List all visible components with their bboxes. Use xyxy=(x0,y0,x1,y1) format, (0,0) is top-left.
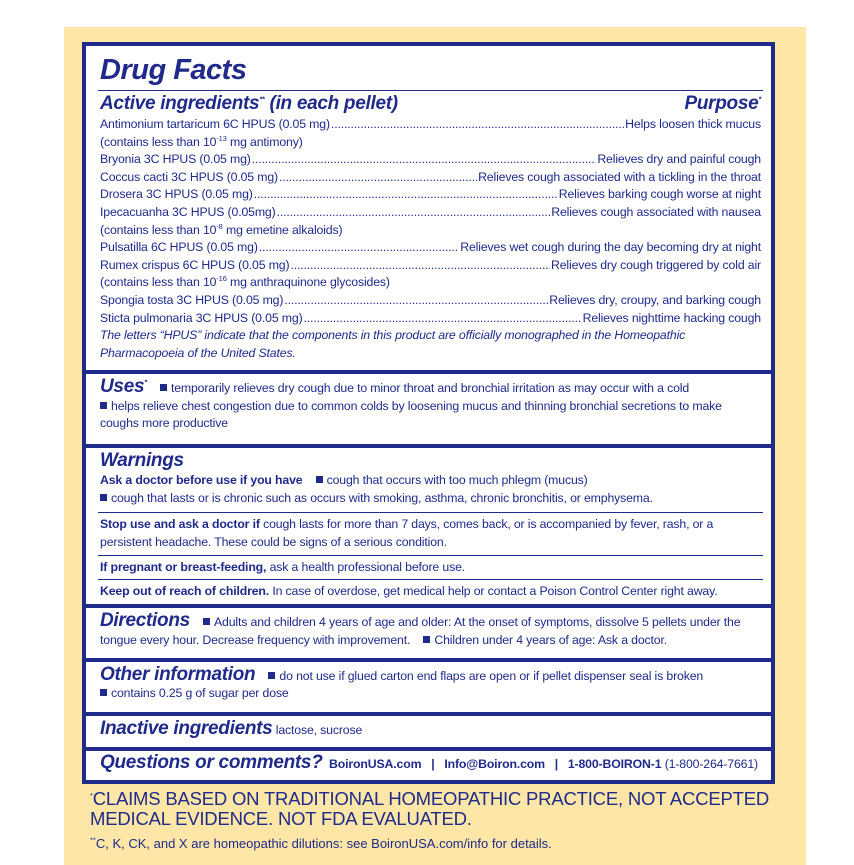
section-divider xyxy=(86,747,771,751)
other-info-item: contains 0.25 g of sugar per dose xyxy=(111,686,289,700)
questions-heading: Questions or comments? xyxy=(100,752,323,773)
ingredient-row: Coccus cacti 3C HPUS (0.05 mg) ..... Relieves cough associated with a tickling in the throat xyxy=(100,169,761,187)
active-ingredients-heading: Active ingredients** (in each pellet) xyxy=(100,93,398,114)
ingredient-row: Sticta pulmonaria 3C HPUS (0.05 mg) ..... Relieves nighttime hacking cough xyxy=(100,310,761,328)
divider xyxy=(98,90,763,91)
questions-section xyxy=(100,754,761,774)
drug-facts-title: Drug Facts xyxy=(100,54,247,86)
purpose-heading: Purpose* xyxy=(684,93,761,114)
uses-section xyxy=(100,378,761,433)
uses-heading: Uses* xyxy=(100,376,147,397)
ingredient-row: Pulsatilla 6C HPUS (0.05 mg) ..... Relieves wet cough during the day becoming dry at night xyxy=(100,239,761,257)
ingredient-row: Bryonia 3C HPUS (0.05 mg) ..... Relieves dry and painful cough xyxy=(100,151,761,169)
inactive-section xyxy=(100,720,761,740)
ask-doctor-label: Ask a doctor before use if you have xyxy=(100,473,303,487)
inactive-heading: Inactive ingredients xyxy=(100,718,273,739)
section-divider xyxy=(86,712,771,716)
ingredient-row: Antimonium tartaricum 6C HPUS (0.05 mg) ..... Helps loosen thick mucus xyxy=(100,116,761,134)
ingredient-note: (contains less than $10^{-8}$ mg emetine alkaloids) xyxy=(100,221,343,237)
ingredient-row: Rumex crispus 6C HPUS (0.05 mg) ..... Relieves dry cough triggered by cold air xyxy=(100,257,761,275)
drug-facts-box xyxy=(82,42,775,784)
active-header-row xyxy=(100,92,761,116)
bullet-icon xyxy=(268,672,275,679)
warnings-section xyxy=(100,450,761,507)
phone-number: (1-800-264-7661) xyxy=(664,757,758,771)
email-link[interactable]: Info@Boiron.com xyxy=(444,757,545,771)
pregnancy-text: ask a health professional before use. xyxy=(269,560,466,574)
bullet-icon xyxy=(203,618,210,625)
pregnancy-block xyxy=(100,559,761,577)
ingredient-row: Drosera 3C HPUS (0.05 mg) ..... Relieves barking cough worse at night xyxy=(100,186,761,204)
pregnancy-label: If pregnant or breast-feeding, xyxy=(100,560,267,574)
bullet-icon xyxy=(100,494,107,501)
ingredient-row: Ipecacuanha 3C HPUS (0.05mg) ..... Relieves cough associated with nausea xyxy=(100,204,761,222)
uses-item: temporarily relieves dry cough due to minor throat and bronchial irritation as may occur with a cold xyxy=(170,381,690,395)
other-info-heading: Other information xyxy=(100,664,256,685)
stop-use-block xyxy=(100,516,761,551)
divider xyxy=(98,579,763,580)
directions-item: Adults and children 4 years of age and older: At the onset of symptoms, dissolve 5 pellets under the tongue every hour. Decrease frequency with improvement. xyxy=(100,615,741,647)
claims-disclaimer: *CLAIMS BASED ON TRADITIONAL HOMEOPATHIC PRACTICE, NOT ACCEPTED MEDICAL EVIDENCE. NOT FDA EVALUATED. xyxy=(90,788,770,829)
directions-item: Children under 4 years of age: Ask a doctor. xyxy=(434,633,668,647)
keep-out-block xyxy=(100,583,761,601)
bullet-icon xyxy=(423,636,430,643)
bullet-icon xyxy=(316,476,323,483)
bullet-icon xyxy=(100,689,107,696)
keep-out-label: Keep out of reach of children. xyxy=(100,584,270,598)
directions-section xyxy=(100,612,761,649)
active-ingredients-section xyxy=(100,92,761,362)
phone-link[interactable]: 1-800-BOIRON-1 xyxy=(567,757,662,771)
bullet-icon xyxy=(160,384,167,391)
keep-out-text: In case of overdose, get medical help or contact a Poison Control Center right away. xyxy=(272,584,718,598)
ingredient-row: Spongia tosta 3C HPUS (0.05 mg) ..... Relieves dry, croupy, and barking cough xyxy=(100,292,761,310)
ingredient-note: (contains less than $10^{-16}$ mg anthraquinone glycosides) xyxy=(100,274,390,290)
section-divider xyxy=(86,604,771,608)
inactive-text: lactose, sucrose xyxy=(275,723,363,737)
stop-use-label: Stop use and ask a doctor if xyxy=(100,517,260,531)
dilutions-note: **C, K, CK, and X are homeopathic dilutions: see BoironUSA.com/info for details. xyxy=(90,835,552,851)
warnings-heading: Warnings xyxy=(100,450,184,471)
divider xyxy=(98,555,763,556)
website-link[interactable]: BoironUSA.com xyxy=(329,757,422,771)
hpus-note: The letters “HPUS” indicate that the components in this product are officially monographed in the Homeopathic Pharmacopoeia of the United States. xyxy=(100,328,686,360)
other-info-section xyxy=(100,666,761,703)
divider xyxy=(98,512,763,513)
section-divider xyxy=(86,370,771,374)
other-info-item: do not use if glued carton end flaps are open or if pellet dispenser seal is broken xyxy=(279,669,704,683)
ingredient-note: (contains less than $10^{-13}$ mg antimony) xyxy=(100,133,303,149)
separator: | xyxy=(554,757,559,771)
uses-item: helps relieve chest congestion due to common colds by loosening mucus and thinning bronchial secretions to make coughs more productive xyxy=(100,398,722,431)
section-divider xyxy=(86,444,771,448)
directions-heading: Directions xyxy=(100,610,190,631)
separator: | xyxy=(431,757,435,771)
stop-use-text: cough lasts for more than 7 days, comes back, or is accompanied by fever, rash, or a persistent headache. These could be signs of a serious condition. xyxy=(100,517,714,549)
warning-item: cough that occurs with too much phlegm (mucus) xyxy=(326,473,588,487)
warning-item: cough that lasts or is chronic such as occurs with smoking, asthma, chronic bronchitis, or emphysema. xyxy=(111,490,653,505)
section-divider xyxy=(86,658,771,662)
bullet-icon xyxy=(100,402,107,409)
